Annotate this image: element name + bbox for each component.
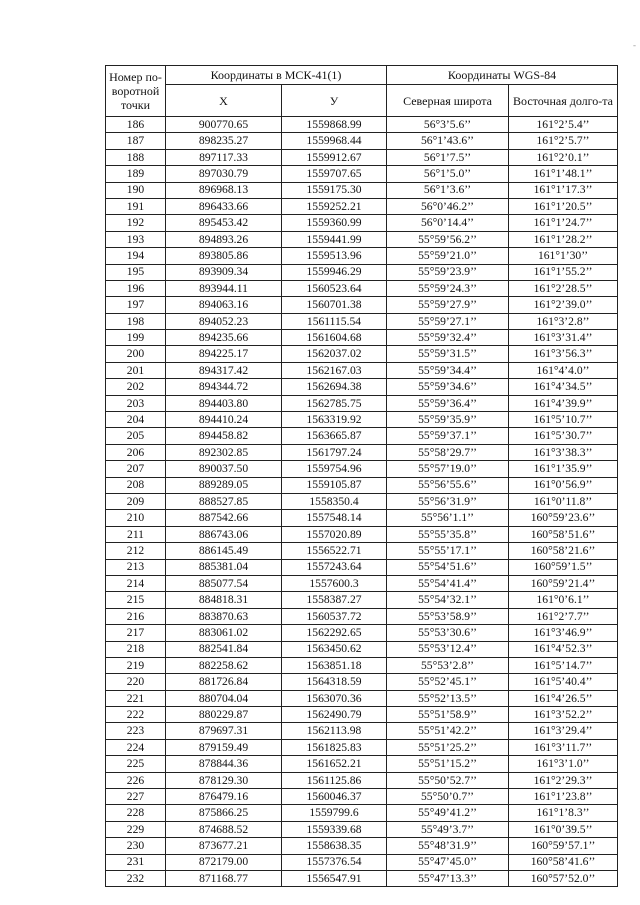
- latitude-cell: 55°56’31.9’’: [387, 493, 509, 509]
- latitude-cell: 55°49’41.2’’: [387, 805, 509, 821]
- y-cell: 1563070.36: [282, 690, 387, 706]
- x-cell: 893909.34: [166, 264, 282, 280]
- x-cell: 871168.77: [166, 870, 282, 886]
- table-row: [106, 854, 618, 870]
- longitude-cell: 161°1’24.7’’: [509, 215, 618, 231]
- table-row: [106, 707, 618, 723]
- table-row: [106, 575, 618, 591]
- table-row: [106, 166, 618, 182]
- longitude-cell: 161°0’6.1’’: [509, 592, 618, 608]
- longitude-cell: 161°2’5.4’’: [509, 117, 618, 133]
- table-row: [106, 805, 618, 821]
- point-number-cell: 219: [106, 657, 166, 673]
- x-cell: 872179.00: [166, 854, 282, 870]
- latitude-header: Северная широта: [387, 85, 509, 117]
- latitude-cell: 55°59’21.0’’: [387, 248, 509, 264]
- table-row: [106, 739, 618, 755]
- y-cell: 1559252.21: [282, 198, 387, 214]
- longitude-cell: 161°1’17.3’’: [509, 182, 618, 198]
- table-row: [106, 117, 618, 133]
- y-cell: 1559360.99: [282, 215, 387, 231]
- y-cell: 1559968.44: [282, 133, 387, 149]
- y-cell: 1561652.21: [282, 756, 387, 772]
- x-cell: 887542.66: [166, 510, 282, 526]
- x-cell: 894410.24: [166, 412, 282, 428]
- latitude-cell: 55°54’32.1’’: [387, 592, 509, 608]
- latitude-cell: 55°55’17.1’’: [387, 543, 509, 559]
- y-cell: 1559105.87: [282, 477, 387, 493]
- point-number-cell: 195: [106, 264, 166, 280]
- latitude-cell: 55°59’35.9’’: [387, 412, 509, 428]
- point-number-cell: 225: [106, 756, 166, 772]
- longitude-cell: 160°59’23.6’’: [509, 510, 618, 526]
- x-cell: 884818.31: [166, 592, 282, 608]
- point-number-cell: 222: [106, 707, 166, 723]
- table-row: [106, 477, 618, 493]
- longitude-cell: 161°3’11.7’’: [509, 739, 618, 755]
- point-number-cell: 193: [106, 231, 166, 247]
- point-number-cell: 201: [106, 362, 166, 378]
- y-cell: 1556522.71: [282, 543, 387, 559]
- y-cell: 1561797.24: [282, 444, 387, 460]
- longitude-cell: 160°58’41.6’’: [509, 854, 618, 870]
- point-number-cell: 215: [106, 592, 166, 608]
- latitude-cell: 55°54’51.6’’: [387, 559, 509, 575]
- x-cell: 883870.63: [166, 608, 282, 624]
- longitude-cell: 161°5’10.7’’: [509, 412, 618, 428]
- y-cell: 1559799.6: [282, 805, 387, 821]
- latitude-cell: 55°53’30.6’’: [387, 625, 509, 641]
- longitude-cell: 160°58’51.6’’: [509, 526, 618, 542]
- longitude-cell: 161°4’4.0’’: [509, 362, 618, 378]
- longitude-cell: 161°4’34.5’’: [509, 379, 618, 395]
- point-number-cell: 202: [106, 379, 166, 395]
- latitude-cell: 55°59’32.4’’: [387, 330, 509, 346]
- table-row: [106, 149, 618, 165]
- point-number-cell: 198: [106, 313, 166, 329]
- page-mark: -: [633, 40, 636, 50]
- longitude-cell: 160°59’1.5’’: [509, 559, 618, 575]
- point-number-cell: 199: [106, 330, 166, 346]
- latitude-cell: 56°1’7.5’’: [387, 149, 509, 165]
- point-number-cell: 194: [106, 248, 166, 264]
- longitude-cell: 161°1’30’’: [509, 248, 618, 264]
- point-number-cell: 190: [106, 182, 166, 198]
- y-cell: 1559513.96: [282, 248, 387, 264]
- x-cell: 875866.25: [166, 805, 282, 821]
- y-cell: 1560523.64: [282, 280, 387, 296]
- y-cell: 1561825.83: [282, 739, 387, 755]
- latitude-cell: 55°56’1.1’’: [387, 510, 509, 526]
- latitude-cell: 55°53’2.8’’: [387, 657, 509, 673]
- longitude-cell: 161°3’1.0’’: [509, 756, 618, 772]
- longitude-cell: 160°59’21.4’’: [509, 575, 618, 591]
- x-cell: 886743.06: [166, 526, 282, 542]
- table-row: [106, 690, 618, 706]
- table-row: [106, 412, 618, 428]
- point-number-cell: 226: [106, 772, 166, 788]
- longitude-header: Восточная долго-та: [509, 85, 618, 117]
- y-cell: 1558638.35: [282, 838, 387, 854]
- y-cell: 1562113.98: [282, 723, 387, 739]
- point-number-cell: 213: [106, 559, 166, 575]
- y-cell: 1563665.87: [282, 428, 387, 444]
- point-number-cell: 200: [106, 346, 166, 362]
- x-cell: 896433.66: [166, 198, 282, 214]
- x-cell: 874688.52: [166, 821, 282, 837]
- latitude-cell: 55°56’55.6’’: [387, 477, 509, 493]
- x-cell: 894225.17: [166, 346, 282, 362]
- x-cell: 894403.80: [166, 395, 282, 411]
- table-row: [106, 756, 618, 772]
- longitude-cell: 161°2’29.3’’: [509, 772, 618, 788]
- point-number-cell: 204: [106, 412, 166, 428]
- point-number-cell: 231: [106, 854, 166, 870]
- table-row: [106, 231, 618, 247]
- longitude-cell: 161°1’28.2’’: [509, 231, 618, 247]
- x-cell: 883061.02: [166, 625, 282, 641]
- latitude-cell: 55°59’34.4’’: [387, 362, 509, 378]
- y-cell: 1559868.99: [282, 117, 387, 133]
- table-row: [106, 641, 618, 657]
- x-cell: 878844.36: [166, 756, 282, 772]
- x-cell: 893944.11: [166, 280, 282, 296]
- latitude-cell: 55°55’35.8’’: [387, 526, 509, 542]
- table-row: [106, 215, 618, 231]
- point-number-cell: 212: [106, 543, 166, 559]
- point-number-cell: 187: [106, 133, 166, 149]
- y-cell: 1556547.91: [282, 870, 387, 886]
- table-row: [106, 133, 618, 149]
- x-cell: 894344.72: [166, 379, 282, 395]
- msk-coordinates-header: Координаты в МСК-41(1): [166, 66, 387, 85]
- point-number-cell: 210: [106, 510, 166, 526]
- latitude-cell: 55°59’27.9’’: [387, 297, 509, 313]
- point-number-cell: 197: [106, 297, 166, 313]
- x-cell: 894052.23: [166, 313, 282, 329]
- table-row: [106, 723, 618, 739]
- table-row: [106, 264, 618, 280]
- y-cell: 1563851.18: [282, 657, 387, 673]
- longitude-cell: 161°5’40.4’’: [509, 674, 618, 690]
- longitude-cell: 161°1’8.3’’: [509, 805, 618, 821]
- y-cell: 1561115.54: [282, 313, 387, 329]
- point-number-cell: 206: [106, 444, 166, 460]
- point-number-cell: 214: [106, 575, 166, 591]
- longitude-cell: 161°1’20.5’’: [509, 198, 618, 214]
- table-row: [106, 428, 618, 444]
- point-number-header: Номер по-воротной точки: [106, 66, 166, 117]
- table-row: [106, 838, 618, 854]
- longitude-cell: 161°3’2.8’’: [509, 313, 618, 329]
- x-cell: 897030.79: [166, 166, 282, 182]
- latitude-cell: 55°52’13.5’’: [387, 690, 509, 706]
- x-cell: 897117.33: [166, 149, 282, 165]
- x-cell: 880229.87: [166, 707, 282, 723]
- x-cell: 894893.26: [166, 231, 282, 247]
- x-cell: 894317.42: [166, 362, 282, 378]
- longitude-cell: 161°4’52.3’’: [509, 641, 618, 657]
- longitude-cell: 161°5’14.7’’: [509, 657, 618, 673]
- latitude-cell: 55°47’13.3’’: [387, 870, 509, 886]
- table-row: [106, 559, 618, 575]
- longitude-cell: 161°3’52.2’’: [509, 707, 618, 723]
- y-cell: 1561125.86: [282, 772, 387, 788]
- coordinates-table: [105, 65, 618, 887]
- wgs-coordinates-header: Координаты WGS-84: [387, 66, 618, 85]
- point-number-cell: 208: [106, 477, 166, 493]
- longitude-cell: 161°3’46.9’’: [509, 625, 618, 641]
- y-cell: 1557600.3: [282, 575, 387, 591]
- x-cell: 894235.66: [166, 330, 282, 346]
- table-row: [106, 657, 618, 673]
- latitude-cell: 55°59’23.9’’: [387, 264, 509, 280]
- latitude-cell: 55°50’52.7’’: [387, 772, 509, 788]
- y-cell: 1564318.59: [282, 674, 387, 690]
- longitude-cell: 161°2’5.7’’: [509, 133, 618, 149]
- point-number-cell: 186: [106, 117, 166, 133]
- table-row: [106, 248, 618, 264]
- point-number-cell: 218: [106, 641, 166, 657]
- point-number-cell: 228: [106, 805, 166, 821]
- longitude-cell: 161°4’39.9’’: [509, 395, 618, 411]
- table-row: [106, 510, 618, 526]
- point-number-cell: 205: [106, 428, 166, 444]
- latitude-cell: 55°48’31.9’’: [387, 838, 509, 854]
- y-cell: 1563319.92: [282, 412, 387, 428]
- x-cell: 888527.85: [166, 493, 282, 509]
- latitude-cell: 55°57’19.0’’: [387, 461, 509, 477]
- x-cell: 878129.30: [166, 772, 282, 788]
- x-cell: 873677.21: [166, 838, 282, 854]
- table-row: [106, 461, 618, 477]
- y-cell: 1562694.38: [282, 379, 387, 395]
- latitude-cell: 55°59’24.3’’: [387, 280, 509, 296]
- table-row: [106, 772, 618, 788]
- x-cell: 894458.82: [166, 428, 282, 444]
- x-header: X: [166, 85, 282, 117]
- y-cell: 1563450.62: [282, 641, 387, 657]
- y-cell: 1557020.89: [282, 526, 387, 542]
- latitude-cell: 56°1’43.6’’: [387, 133, 509, 149]
- point-number-cell: 224: [106, 739, 166, 755]
- y-cell: 1559339.68: [282, 821, 387, 837]
- point-number-cell: 203: [106, 395, 166, 411]
- table-row: [106, 444, 618, 460]
- point-number-cell: 211: [106, 526, 166, 542]
- x-cell: 895453.42: [166, 215, 282, 231]
- longitude-cell: 161°2’7.7’’: [509, 608, 618, 624]
- y-cell: 1559754.96: [282, 461, 387, 477]
- table-row: [106, 870, 618, 886]
- y-cell: 1560701.38: [282, 297, 387, 313]
- longitude-cell: 161°1’55.2’’: [509, 264, 618, 280]
- latitude-cell: 55°59’31.5’’: [387, 346, 509, 362]
- point-number-cell: 216: [106, 608, 166, 624]
- y-cell: 1560537.72: [282, 608, 387, 624]
- y-cell: 1557376.54: [282, 854, 387, 870]
- y-cell: 1562167.03: [282, 362, 387, 378]
- x-cell: 896968.13: [166, 182, 282, 198]
- x-cell: 886145.49: [166, 543, 282, 559]
- y-cell: 1559175.30: [282, 182, 387, 198]
- point-number-cell: 232: [106, 870, 166, 886]
- longitude-cell: 160°58’21.6’’: [509, 543, 618, 559]
- longitude-cell: 161°0’11.8’’: [509, 493, 618, 509]
- x-cell: 892302.85: [166, 444, 282, 460]
- longitude-cell: 161°5’30.7’’: [509, 428, 618, 444]
- x-cell: 885381.04: [166, 559, 282, 575]
- x-cell: 890037.50: [166, 461, 282, 477]
- table-row: [106, 330, 618, 346]
- table-header: [106, 66, 618, 117]
- latitude-cell: 56°1’5.0’’: [387, 166, 509, 182]
- point-number-cell: 221: [106, 690, 166, 706]
- point-number-cell: 207: [106, 461, 166, 477]
- latitude-cell: 55°50’0.7’’: [387, 789, 509, 805]
- y-cell: 1559441.99: [282, 231, 387, 247]
- point-number-cell: 196: [106, 280, 166, 296]
- x-cell: 900770.65: [166, 117, 282, 133]
- table-row: [106, 362, 618, 378]
- latitude-cell: 55°58’29.7’’: [387, 444, 509, 460]
- y-cell: 1560046.37: [282, 789, 387, 805]
- latitude-cell: 55°59’56.2’’: [387, 231, 509, 247]
- table-body: [106, 117, 618, 887]
- y-cell: 1562037.02: [282, 346, 387, 362]
- x-cell: 898235.27: [166, 133, 282, 149]
- y-cell: 1558387.27: [282, 592, 387, 608]
- table-row: [106, 625, 618, 641]
- longitude-cell: 161°0’56.9’’: [509, 477, 618, 493]
- x-cell: 882258.62: [166, 657, 282, 673]
- x-cell: 876479.16: [166, 789, 282, 805]
- latitude-cell: 56°3’5.6’’: [387, 117, 509, 133]
- latitude-cell: 55°59’34.6’’: [387, 379, 509, 395]
- table-row: [106, 313, 618, 329]
- longitude-cell: 161°1’35.9’’: [509, 461, 618, 477]
- table-row: [106, 821, 618, 837]
- table-row: [106, 297, 618, 313]
- latitude-cell: 55°59’27.1’’: [387, 313, 509, 329]
- table-row: [106, 395, 618, 411]
- point-number-cell: 192: [106, 215, 166, 231]
- latitude-cell: 55°53’12.4’’: [387, 641, 509, 657]
- point-number-cell: 229: [106, 821, 166, 837]
- longitude-cell: 160°57’52.0’’: [509, 870, 618, 886]
- table-row: [106, 526, 618, 542]
- x-cell: 893805.86: [166, 248, 282, 264]
- latitude-cell: 55°59’36.4’’: [387, 395, 509, 411]
- latitude-cell: 55°51’25.2’’: [387, 739, 509, 755]
- point-number-cell: 209: [106, 493, 166, 509]
- y-cell: 1559912.67: [282, 149, 387, 165]
- latitude-cell: 55°47’45.0’’: [387, 854, 509, 870]
- y-header: У: [282, 85, 387, 117]
- latitude-cell: 55°54’41.4’’: [387, 575, 509, 591]
- point-number-cell: 191: [106, 198, 166, 214]
- point-number-cell: 217: [106, 625, 166, 641]
- x-cell: 889289.05: [166, 477, 282, 493]
- longitude-cell: 161°3’31.4’’: [509, 330, 618, 346]
- table-row: [106, 789, 618, 805]
- table-row: [106, 674, 618, 690]
- latitude-cell: 55°52’45.1’’: [387, 674, 509, 690]
- y-cell: 1561604.68: [282, 330, 387, 346]
- latitude-cell: 55°51’15.2’’: [387, 756, 509, 772]
- latitude-cell: 56°1’3.6’’: [387, 182, 509, 198]
- longitude-cell: 161°4’26.5’’: [509, 690, 618, 706]
- latitude-cell: 55°59’37.1’’: [387, 428, 509, 444]
- longitude-cell: 161°1’23.8’’: [509, 789, 618, 805]
- x-cell: 880704.04: [166, 690, 282, 706]
- point-number-cell: 223: [106, 723, 166, 739]
- longitude-cell: 161°3’38.3’’: [509, 444, 618, 460]
- table-row: [106, 280, 618, 296]
- latitude-cell: 55°51’58.9’’: [387, 707, 509, 723]
- x-cell: 894063.16: [166, 297, 282, 313]
- x-cell: 881726.84: [166, 674, 282, 690]
- table-row: [106, 198, 618, 214]
- y-cell: 1559707.65: [282, 166, 387, 182]
- point-number-cell: 227: [106, 789, 166, 805]
- y-cell: 1557548.14: [282, 510, 387, 526]
- table-row: [106, 493, 618, 509]
- point-number-cell: 220: [106, 674, 166, 690]
- longitude-cell: 161°2’39.0’’: [509, 297, 618, 313]
- longitude-cell: 161°2’28.5’’: [509, 280, 618, 296]
- table-row: [106, 346, 618, 362]
- y-cell: 1562785.75: [282, 395, 387, 411]
- point-number-cell: 230: [106, 838, 166, 854]
- y-cell: 1562292.65: [282, 625, 387, 641]
- longitude-cell: 161°3’29.4’’: [509, 723, 618, 739]
- longitude-cell: 160°59’57.1’’: [509, 838, 618, 854]
- y-cell: 1557243.64: [282, 559, 387, 575]
- point-number-cell: 188: [106, 149, 166, 165]
- table-row: [106, 592, 618, 608]
- table-row: [106, 543, 618, 559]
- latitude-cell: 55°49’3.7’’: [387, 821, 509, 837]
- longitude-cell: 161°3’56.3’’: [509, 346, 618, 362]
- x-cell: 882541.84: [166, 641, 282, 657]
- table-row: [106, 182, 618, 198]
- table-row: [106, 608, 618, 624]
- latitude-cell: 56°0’14.4’’: [387, 215, 509, 231]
- y-cell: 1558350.4: [282, 493, 387, 509]
- y-cell: 1559946.29: [282, 264, 387, 280]
- latitude-cell: 55°51’42.2’’: [387, 723, 509, 739]
- table-row: [106, 379, 618, 395]
- longitude-cell: 161°2’0.1’’: [509, 149, 618, 165]
- x-cell: 885077.54: [166, 575, 282, 591]
- y-cell: 1562490.79: [282, 707, 387, 723]
- longitude-cell: 161°0’39.5’’: [509, 821, 618, 837]
- latitude-cell: 55°53’58.9’’: [387, 608, 509, 624]
- x-cell: 879159.49: [166, 739, 282, 755]
- x-cell: 879697.31: [166, 723, 282, 739]
- longitude-cell: 161°1’48.1’’: [509, 166, 618, 182]
- latitude-cell: 56°0’46.2’’: [387, 198, 509, 214]
- point-number-cell: 189: [106, 166, 166, 182]
